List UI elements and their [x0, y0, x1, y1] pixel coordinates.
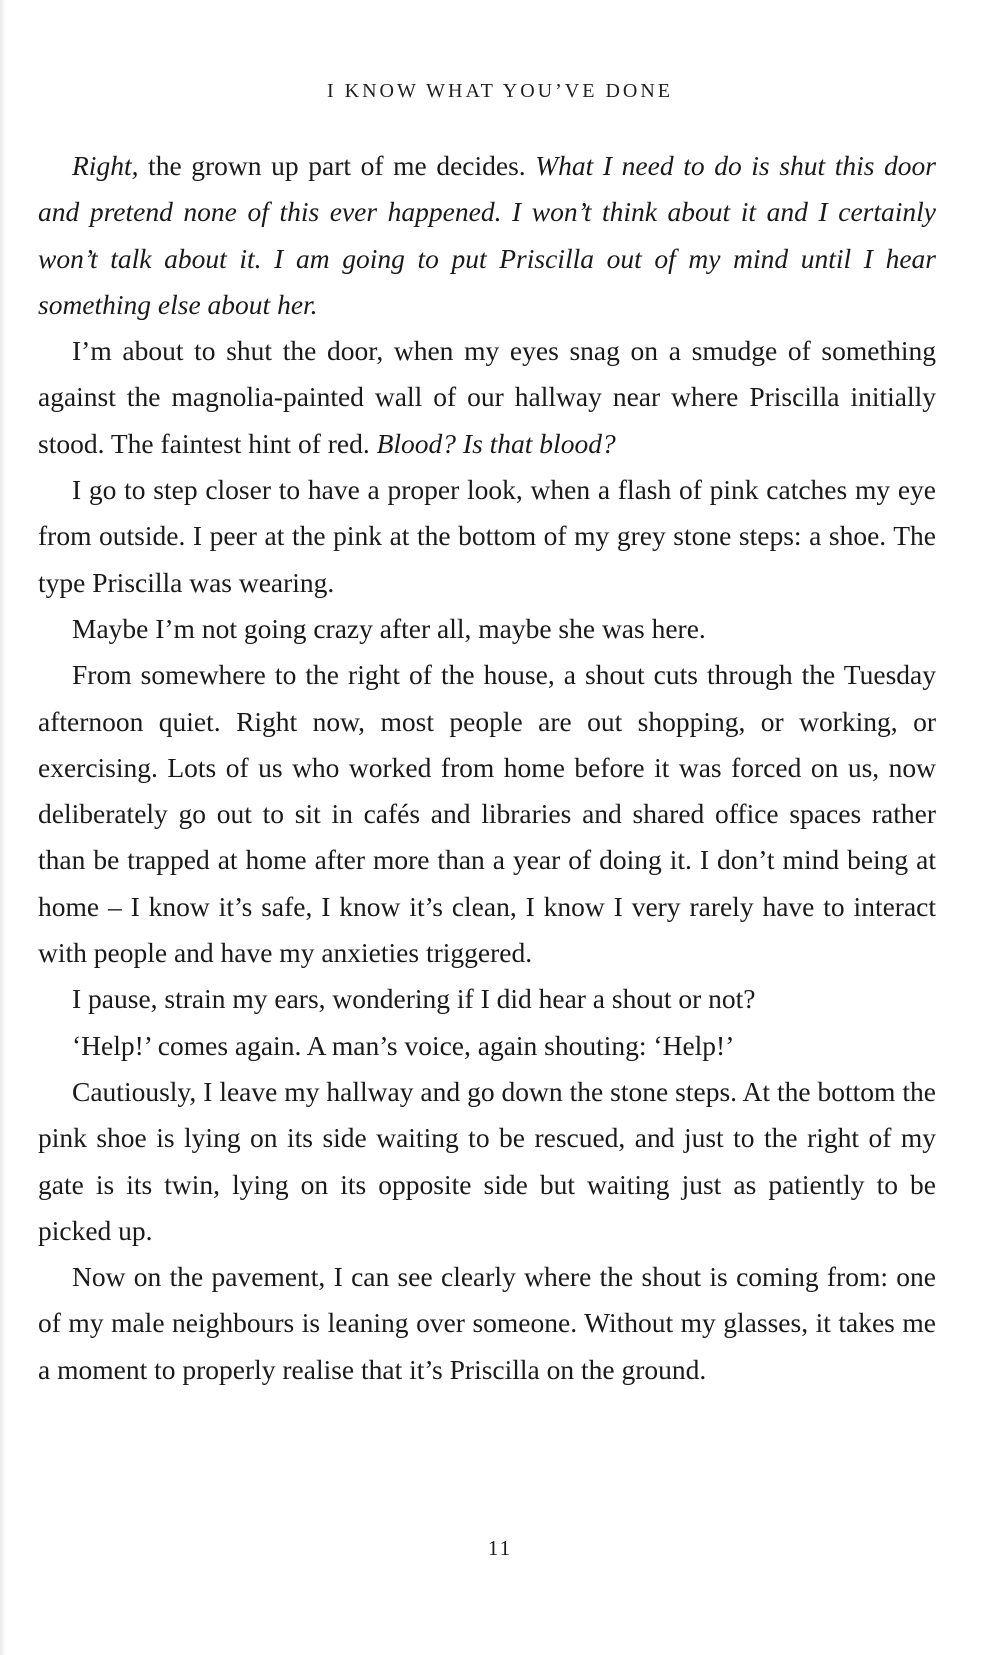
paragraph-4: Maybe I’m not going crazy after all, maybe she was here.: [72, 612, 706, 644]
paragraph-6: I pause, strain my ears, wondering if I did hear a shout or not?: [72, 983, 756, 1015]
paragraph-1: [38, 143, 936, 328]
body-text: [38, 143, 936, 1393]
paragraph-3: I go to step closer to have a proper look, when a flash of pink catches my eye from outside. I peer at the pink at the bottom of my grey stone steps: a shoe. The type Priscilla was wearing.: [38, 474, 936, 598]
paragraph-2: [38, 328, 936, 467]
running-head: I KNOW WHAT YOU’VE DONE: [326, 80, 673, 102]
paragraph-1-text: the grown up part of me decides.: [138, 150, 536, 181]
paragraph-1-italic-a: Right,: [72, 150, 139, 181]
paragraph-7: ‘Help!’ comes again. A man’s voice, again shouting: ‘Help!’: [72, 1029, 735, 1061]
paragraph-2-italic: Blood? Is that blood?: [376, 427, 616, 459]
page-number: 11: [487, 1536, 513, 1560]
page-edge-shadow: [0, 0, 6, 1655]
paragraph-9: Now on the pavement, I can see clearly where the shout is coming from: one of my male neighbours is leaning over someone. Without my glasses, it takes me a moment to properly realise that it’s Priscilla on the ground.: [38, 1261, 936, 1385]
paragraph-5: From somewhere to the right of the house, a shout cuts through the Tuesday afternoon quiet. Right now, most people are out shopping, or working, or exercising. Lots of us who worked from home before it was forced on us, now deliberately go out to sit in cafés and libraries and shared office spaces rather than be trapped at home after more than a year of doing it. I don’t mind being at home – I know it’s safe, I know it’s clean, I know I very rarely have to interact with people and have my anxieties triggered.: [38, 659, 936, 969]
paragraph-8: Cautiously, I leave my hallway and go down the stone steps. At the bottom the pink shoe is lying on its side waiting to be rescued, and just to the right of my gate is its twin, lying on its opposite side but waiting just as patiently to be picked up.: [38, 1075, 936, 1246]
paragraph-2-text: I’m about to shut the door, when my eyes snag on a smudge of something against the magnolia-painted wall of our hallway near where Priscilla initially stood. The faintest hint of red.: [38, 335, 936, 459]
paragraph-1-italic-b: What I need to do is shut this door and pretend none of this ever happened. I won’t think about it and I certainly won’t talk about it. I am going to put Priscilla out of my mind until I hear something else about her.: [38, 150, 936, 320]
